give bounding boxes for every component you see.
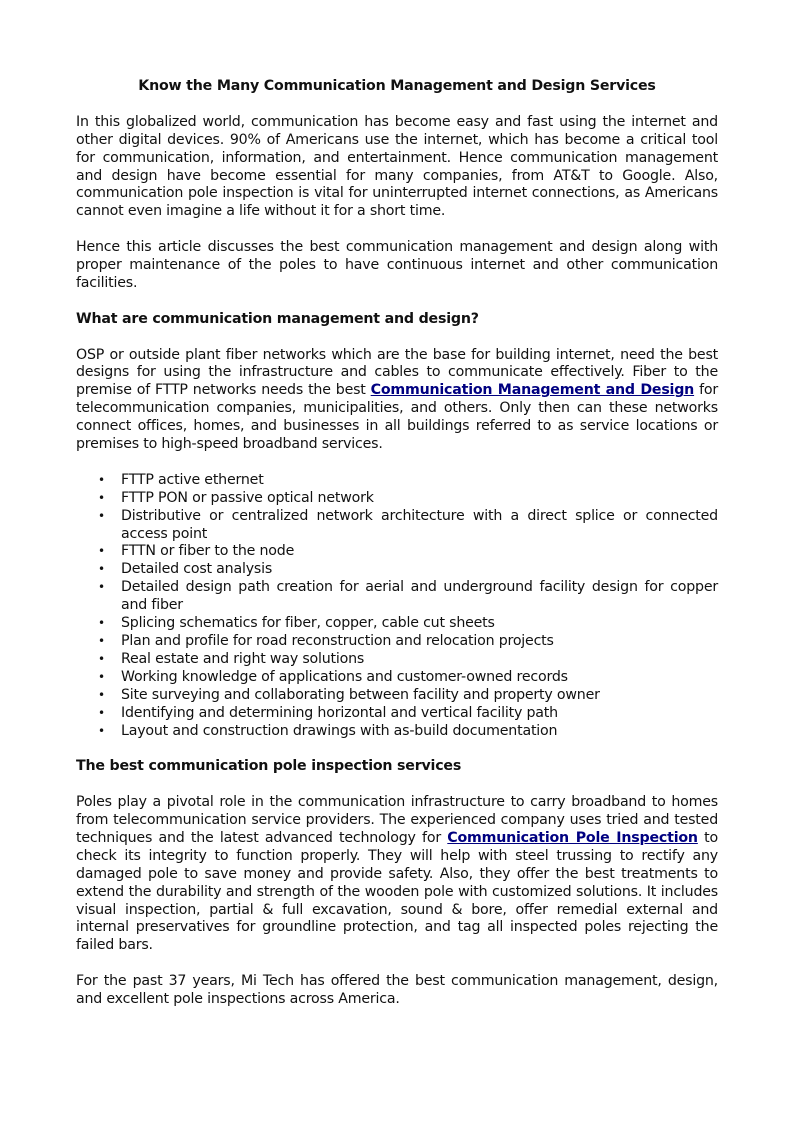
list-item: [76, 579, 718, 615]
list-item: [76, 543, 718, 561]
list-item: [76, 561, 718, 579]
list-item-text: Site surveying and collaborating between facility and property owner: [121, 686, 600, 703]
list-item-text: Detailed design path creation for aerial and underground facility design for copper and fiber: [121, 579, 718, 614]
section-heading-pole-inspection: The best communication pole inspection services: [76, 758, 462, 775]
list-item-text: Distributive or centralized network architecture with a direct splice or connected access point: [121, 507, 718, 542]
section1-text-before-link: OSP or outside plant fiber networks which are the base for building internet, need the best designs for using the infrastructure and cables to communicate effectively. Fiber to the premise of FTTP networks needs the best: [76, 346, 718, 399]
communication-pole-inspection-link[interactable]: Communication Pole Inspection: [447, 829, 698, 846]
list-item: [76, 615, 718, 633]
bullet-icon: •: [98, 669, 105, 684]
bullet-icon: •: [98, 544, 105, 559]
bullet-icon: •: [98, 580, 105, 595]
list-item: [76, 490, 718, 508]
list-item-text: FTTP PON or passive optical network: [121, 489, 374, 506]
bullet-icon: •: [98, 562, 105, 577]
bullet-icon: •: [98, 490, 105, 505]
bullet-icon: •: [98, 705, 105, 720]
list-item: [76, 472, 718, 490]
bullet-icon: •: [98, 723, 105, 738]
list-item-text: Working knowledge of applications and customer-owned records: [121, 668, 568, 685]
list-item-text: Layout and construction drawings with as-build documentation: [121, 722, 558, 739]
list-item-text: Splicing schematics for fiber, copper, cable cut sheets: [121, 615, 495, 632]
list-item: [76, 651, 718, 669]
list-item: [76, 508, 718, 544]
list-item-text: Plan and profile for road reconstruction and relocation projects: [121, 633, 554, 650]
document-page: [76, 78, 718, 1027]
list-item-text: Identifying and determining horizontal and vertical facility path: [121, 704, 558, 721]
document-title: Know the Many Communication Management and Design Services: [138, 78, 656, 94]
section1-text-after-link: for telecommunication companies, municipalities, and others. Only then can these networks connect offices, homes, and businesses in all buildings referred to as service locations or premises to high-speed broadband services.: [76, 382, 719, 453]
bullet-icon: •: [98, 634, 105, 649]
communication-management-design-link[interactable]: Communication Management and Design: [370, 382, 695, 399]
list-item-text: FTTP active ethernet: [121, 471, 264, 488]
bullet-icon: •: [98, 472, 105, 487]
intro-paragraph-1: In this globalized world, communication has become easy and fast using the internet and other digital devices. 90% of Americans use the internet, which has become a critical tool for communication, information, and entertainment. Hence communication management and design have become essential for many companies, from AT&T to Google. Also, communication pole inspection is vital for uninterrupted internet connections, as Americans cannot even imagine a life without it for a short time.: [76, 113, 718, 220]
bullet-icon: •: [98, 616, 105, 631]
closing-paragraph: For the past 37 years, Mi Tech has offered the best communication management, design, and excellent pole inspections across America.: [76, 973, 718, 1008]
list-item-text: Real estate and right way solutions: [121, 650, 365, 667]
list-item: [76, 723, 718, 741]
list-item: [76, 669, 718, 687]
bullet-icon: •: [98, 687, 105, 702]
services-list: [76, 472, 718, 741]
section-heading-management-design: What are communication management and design?: [76, 310, 479, 327]
section1-paragraph: [76, 347, 718, 454]
list-item-text: Detailed cost analysis: [121, 561, 273, 578]
list-item: [76, 687, 718, 705]
bullet-icon: •: [98, 508, 105, 523]
section2-text-after-link: to check its integrity to function properly. They will help with steel trussing to rectify any damaged pole to save money and provide safety. Also, they offer the best treatments to extend the durability and strength of the wooden pole with customized solutions. It includes visual inspection, partial & full excavation, sound & bore, offer remedial external and internal preservatives for groundline protection, and tag all inspected poles rejecting the failed bars.: [76, 829, 718, 954]
bullet-icon: •: [98, 651, 105, 666]
intro-paragraph-2: Hence this article discusses the best communication management and design along with proper maintenance of the poles to have continuous internet and other communication facilities.: [76, 239, 718, 291]
list-item-text: FTTN or fiber to the node: [121, 543, 295, 560]
list-item: [76, 705, 718, 723]
list-item: [76, 633, 718, 651]
section2-paragraph: [76, 794, 718, 955]
section2-text-before-link: Poles play a pivotal role in the communication infrastructure to carry broadband to homes from telecommunication service providers. The experienced company uses tried and tested techniques and the latest advanced technology for: [76, 794, 718, 846]
